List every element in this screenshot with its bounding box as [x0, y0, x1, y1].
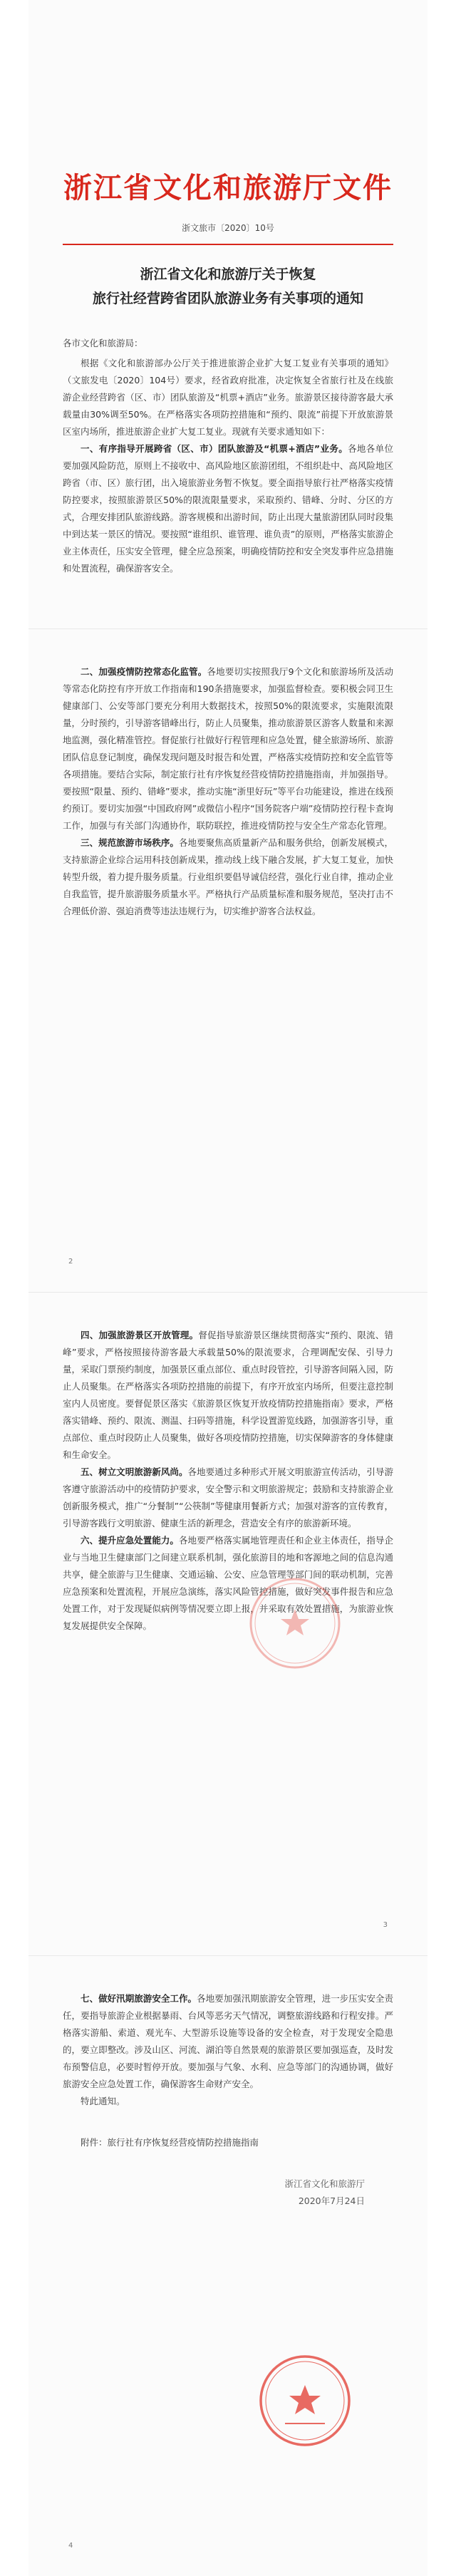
- section-3-body: 各地要聚焦高质量新产品和服务供给，创新发展模式，支持旅游企业综合运用科技创新成果，推动线上线下融合发展，扩大复工复业，加快转型升级，着力提升服务质量。行业组织要倡导诚信经营，强化行业自律，推动企业自我监管，提升旅游服务质量水平。严格执行产品质量标准和服务规范，坚决打击不合理低价游、强迫消费等违法违规行为，切实维护游客合法权益。: [63, 837, 393, 916]
- page-number: 3: [383, 1921, 388, 1929]
- section-3-heading: 三、规范旅游市场秩序。: [81, 837, 179, 848]
- section-7: [63, 1990, 393, 2093]
- section-6-body: 各地要严格落实属地管理责任和企业主体责任，指导企业与当地卫生健康部门之间建立联系机制，强化旅游目的地和客源地之间的信息沟通共享，健全旅游与卫生健康、交通运输、公安、应急管理等部门间的联动机制，完善应急预案和处置流程，开展应急演练，落实风险管控措施，做好突发事件报告和应急处置工作，对于发现疑似病例等情况要立即上报，并采取有效处置措施，为旅游业恢复发展提供安全保障。: [63, 1535, 393, 1631]
- notice-title-line-1: 浙江省文化和旅游厅关于恢复: [140, 267, 316, 282]
- issuing-organization: 浙江省文化和旅游厅: [284, 2178, 365, 2189]
- section-2: [63, 663, 393, 834]
- intro-paragraph: 根据《文化和旅游部办公厅关于推进旅游企业扩大复工复业有关事项的通知》（文旅发电〔2020〕104号）要求，经省政府批准，决定恢复全省旅行社及在线旅游企业经营跨省（区、市）团队旅游及“机票+酒店”业务。旅游景区接待游客最大承载量由30%调至50%。在严格落实各项防控措施和“预约、限流”前提下开放旅游景区室内场所，推进旅游企业扩大复工复业。现就有关要求通知如下：: [63, 358, 393, 437]
- page-number: 2: [68, 1258, 73, 1266]
- section-5: [63, 1464, 393, 1532]
- section-4-heading: 四、加强旅游景区开放管理。: [81, 1330, 199, 1340]
- section-5-body: 各地要通过多种形式开展文明旅游宣传活动，引导游客遵守旅游活动中的疫情防护要求，安全警示和文明旅游规定；鼓励和支持旅游企业创新服务模式，推广“分餐制”“公筷制”等健康用餐新方式；加强对游客的宣传教育，引导游客践行文明旅游、健康生活的新理念，营造安全有序的旅游新环境。: [63, 1467, 393, 1528]
- closing-line: 特此通知。: [81, 2096, 125, 2106]
- section-5-heading: 五、树立文明旅游新风尚。: [81, 1467, 188, 1477]
- page-3: [28, 1293, 428, 1955]
- section-1: [63, 440, 393, 577]
- section-7-heading: 七、做好汛期旅游安全工作。: [81, 1993, 197, 2004]
- page-number: 4: [68, 2542, 73, 2550]
- section-2-body: 各地要切实按照我厅9个文化和旅游场所及活动等常态化防控有序开放工作指南和190条措施要求，加强监督检查。要积极会同卫生健康部门、公安等部门要充分利用大数据技术，按照50%的限流要求，实施限流限量，分时预约，引导游客错峰出行，防止人员聚集，推动旅游景区游客人数量和来源地监测，强化精准管控。督促旅行社做好行程管理和应急处置，健全旅游场所、旅游团队信息登记制度，确保发现问题及时报告和处置，严格落实疫情防控和安全监管等各项措施。要结合实际，制定旅行社有序恢复经营疫情防控措施指南，并加强指导。要按照“限量、预约、错峰”要求，推动实施“浙里好玩”等平台功能建设，推进在线预约预订。要切实加强“中国政府网”或微信小程序“国务院客户端”疫情防控行程卡查询工作，加强与有关部门沟通协作，联防联控，推进疫情防控与安全生产常态化管理。: [63, 666, 393, 831]
- section-7-body: 各地要加强汛期旅游安全管理，进一步压实安全责任，要指导旅游企业根据暴雨、台风等恶劣天气情况，调整旅游线路和行程安排。严格落实游船、索道、观光车、大型游乐设施等设备的安全检查，对于发现安全隐患的，要立即整改。涉及山区、河流、湖泊等自然景观的旅游景区要加强巡查，及时发布预警信息，必要时暂停开放。要加强与气象、水利、应急等部门的沟通协调，做好旅游安全应急处置工作，确保游客生命财产安全。: [63, 1993, 393, 2089]
- document-headline: 浙江省文化和旅游厅文件: [63, 171, 393, 205]
- section-4: [63, 1327, 393, 1464]
- section-6: [63, 1532, 393, 1635]
- notice-title: [63, 262, 393, 311]
- section-6-heading: 六、提升应急处置能力。: [81, 1535, 179, 1546]
- document-sheet: [28, 0, 428, 2576]
- attachment-line: 附件：旅行社有序恢复经营疫情防控措施指南: [81, 2137, 259, 2148]
- page-2: [28, 629, 428, 1292]
- page-4: [28, 1956, 428, 2576]
- document-number: 浙文旅市〔2020〕10号: [182, 223, 274, 233]
- section-1-body: 各地各单位要加强风险防范，原则上不接收中、高风险地区旅游团组，不组织赴中、高风险地区跨省（市、区）旅行团，出入境旅游业务暂不恢复。要全面指导旅行社严格落实疫情防控要求，按照旅游景区50%的限流限量要求，采取预约、错峰、分时、分区的方式，合理安排团队旅游线路。游客规模和出游时间，防止出现大量旅游团队同时段集中到达某一景区的情况。要按照“谁组织、谁管理、谁负责”的原则，严格落实旅游企业主体责任，压实安全管理，健全应急预案，明确疫情防控和安全突发事件应急措施和处置流程，确保游客安全。: [63, 443, 393, 574]
- section-1-heading: 一、有序指导开展跨省（区、市）团队旅游及“机票+酒店”业务。: [81, 443, 348, 454]
- notice-title-line-2: 旅行社经营跨省团队旅游业务有关事项的通知: [92, 291, 363, 306]
- section-4-body: 督促指导旅游景区继续贯彻落实“预约、限流、错峰”要求，严格按照接待游客最大承载量50%的限流要求，合理调配安保、引导力量，采取门票预约制度，加强景区重点部位、重点时段管控，引导游客间隔入园，防止人员聚集。在严格落实各项防控措施的前提下，有序开放室内场所，但要注意控制室内人员密度。要督促景区落实《旅游景区恢复开放疫情防控措施指南》要求，严格落实错峰、预约、限流、测温、扫码等措施，科学设置游览线路，加强游客引导，重点部位、重点时段防止人员聚集，做好各项疫情防控措施，切实保障游客的身体健康和生命安全。: [63, 1330, 393, 1460]
- official-seal-stamp: [256, 2352, 353, 2449]
- section-2-heading: 二、加强疫情防控常态化监管。: [81, 666, 207, 677]
- issue-date: 2020年7月24日: [298, 2195, 365, 2206]
- page-1: [28, 0, 428, 629]
- addressee: 各市文化和旅游局：: [63, 338, 143, 348]
- section-3: [63, 834, 393, 920]
- signature-block: [63, 2176, 393, 2210]
- red-divider: [63, 244, 393, 245]
